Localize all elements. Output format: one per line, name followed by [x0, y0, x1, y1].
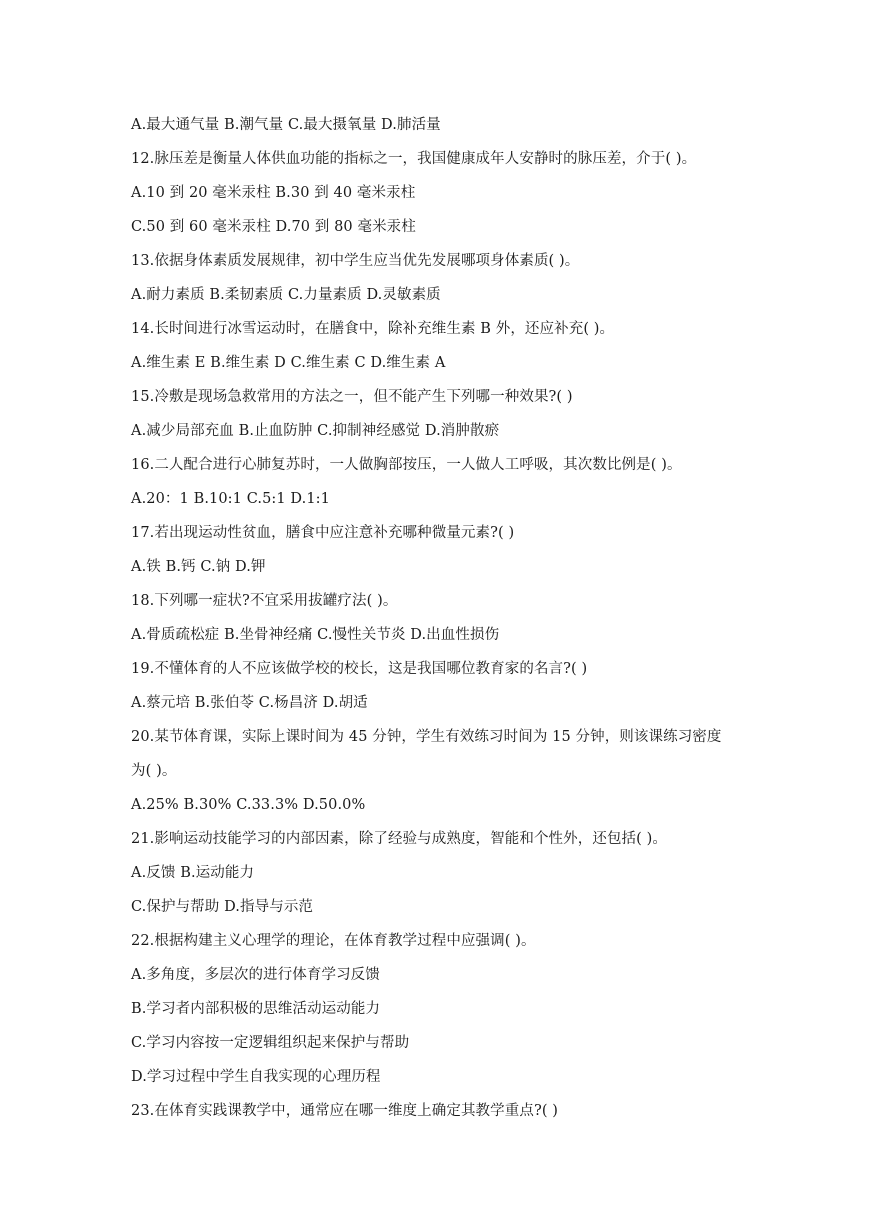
answer-options-q13: A.耐力素质 B.柔韧素质 C.力量素质 D.灵敏素质 [131, 287, 441, 303]
answer-options-q11: A.最大通气量 B.潮气量 C.最大摄氧量 D.肺活量 [131, 117, 441, 133]
answer-options-q12-cd: C.50 到 60 毫米汞柱 D.70 到 80 毫米汞柱 [131, 219, 416, 235]
answer-option-q22-c: C.学习内容按一定逻辑组织起来保护与帮助 [131, 1035, 410, 1051]
answer-option-q22-b: B.学习者内部积极的思维活动运动能力 [131, 1001, 381, 1017]
answer-option-q22-a: A.多角度，多层次的进行体育学习反馈 [131, 967, 380, 983]
answer-option-q22-d: D.学习过程中学生自我实现的心理历程 [131, 1069, 381, 1085]
answer-options-q18: A.骨质疏松症 B.坐骨神经痛 C.慢性关节炎 D.出血性损伤 [131, 627, 500, 643]
question-21: 21.影响运动技能学习的内部因素，除了经验与成熟度，智能和个性外，还包括( )。 [131, 831, 667, 847]
answer-options-q20: A.25% B.30% C.33.3% D.50.0% [131, 797, 366, 813]
question-15: 15.冷敷是现场急救常用的方法之一，但不能产生下列哪一种效果?( ) [131, 389, 573, 405]
question-14: 14.长时间进行冰雪运动时，在膳食中，除补充维生素 B 外，还应补充( )。 [131, 321, 615, 337]
question-20: 20.某节体育课，实际上课时间为 45 分钟，学生有效练习时间为 15 分钟，则该课练习密度 [131, 729, 722, 745]
question-23: 23.在体育实践课教学中，通常应在哪一维度上确定其教学重点?( ) [131, 1103, 559, 1119]
question-12: 12.脉压差是衡量人体供血功能的指标之一，我国健康成年人安静时的脉压差，介于( )。 [131, 151, 697, 167]
answer-options-q15: A.减少局部充血 B.止血防肿 C.抑制神经感觉 D.消肿散瘀 [131, 423, 500, 439]
answer-options-q17: A.铁 B.钙 C.钠 D.钾 [131, 559, 266, 575]
question-22: 22.根据构建主义心理学的理论，在体育教学过程中应强调( )。 [131, 933, 536, 949]
answer-options-q21-ab: A.反馈 B.运动能力 [131, 865, 255, 881]
answer-options-q16: A.20：1 B.10:1 C.5:1 D.1:1 [131, 491, 330, 507]
question-16: 16.二人配合进行心肺复苏时，一人做胸部按压，一人做人工呼吸，其次数比例是( )。 [131, 457, 682, 473]
question-18: 18.下列哪一症状?不宜采用拔罐疗法( )。 [131, 593, 398, 609]
answer-options-q14: A.维生素 E B.维生素 D C.维生素 C D.维生素 A [131, 355, 446, 371]
question-13: 13.依据身体素质发展规律，初中学生应当优先发展哪项身体素质( )。 [131, 253, 580, 269]
document-body [131, 108, 751, 1128]
question-19: 19.不懂体育的人不应该做学校的校长，这是我国哪位教育家的名言?( ) [131, 661, 588, 677]
answer-options-q19: A.蔡元培 B.张伯苓 C.杨昌济 D.胡适 [131, 695, 368, 711]
question-17: 17.若出现运动性贫血，膳食中应注意补充哪种微量元素?( ) [131, 525, 515, 541]
answer-options-q21-cd: C.保护与帮助 D.指导与示范 [131, 899, 314, 915]
answer-options-q12-ab: A.10 到 20 毫米汞柱 B.30 到 40 毫米汞柱 [131, 185, 416, 201]
question-20-continued: 为( )。 [131, 763, 177, 779]
